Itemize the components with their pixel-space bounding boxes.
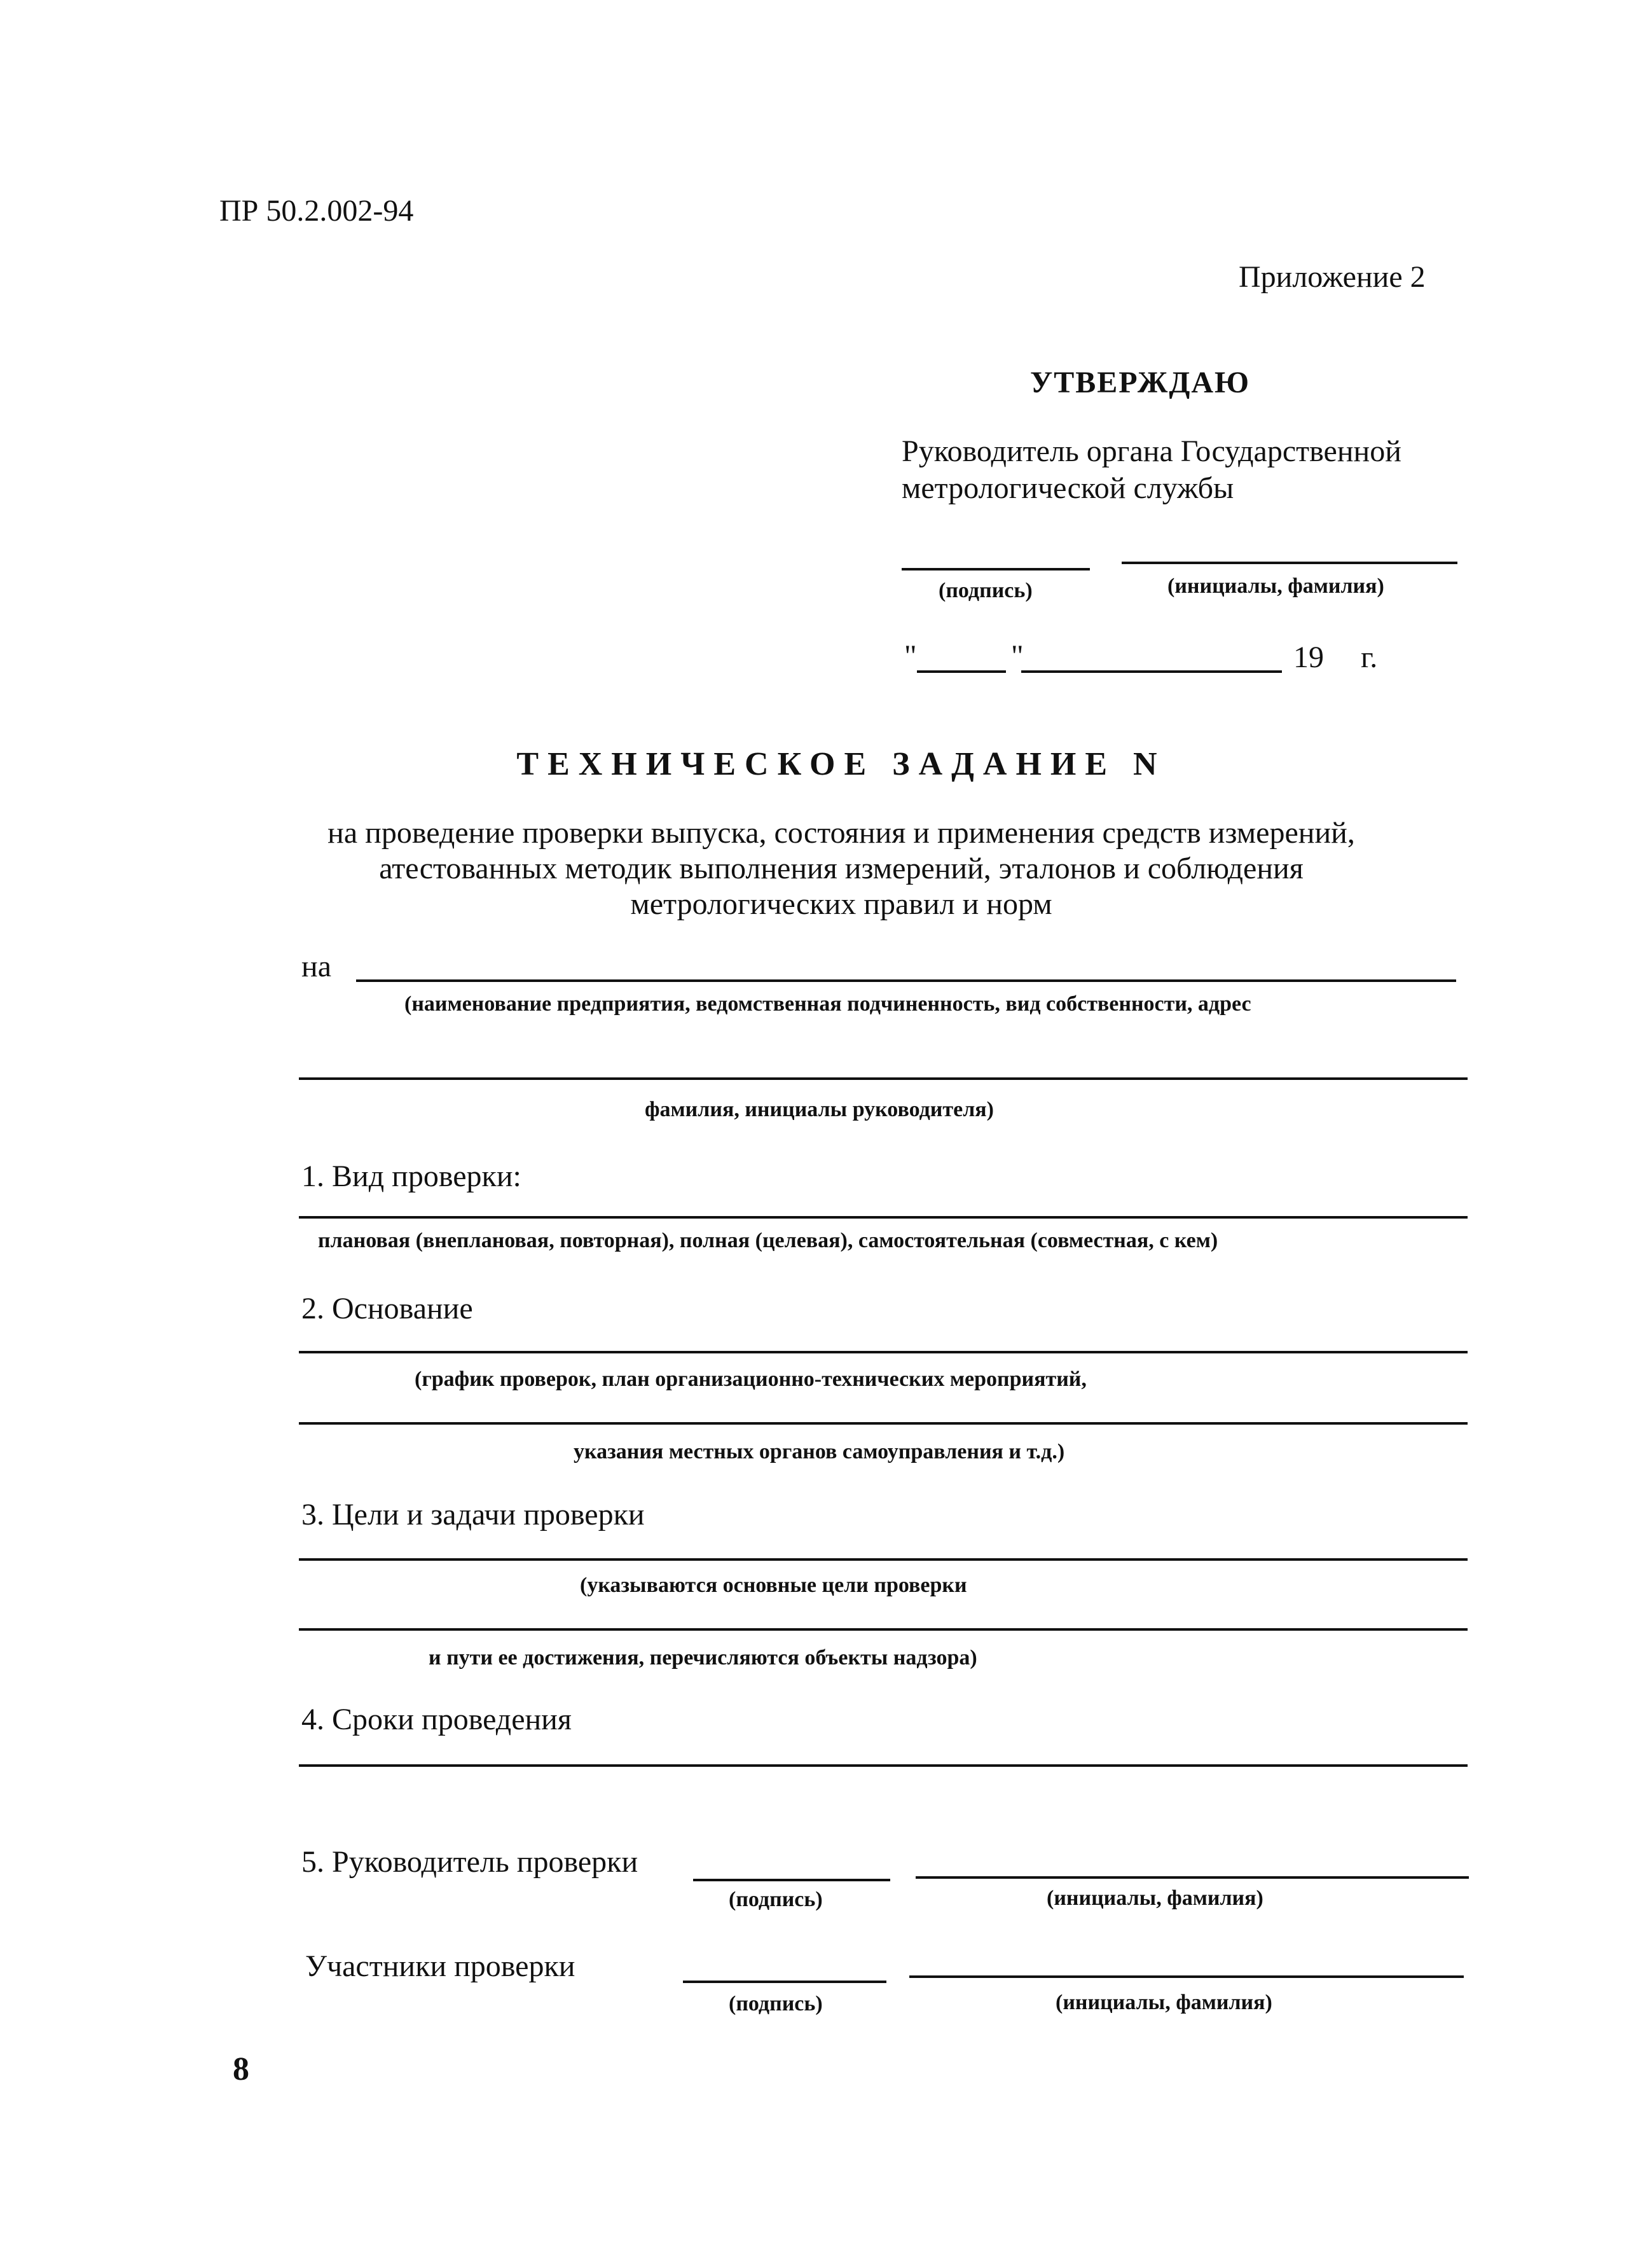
target-line-1 [356,979,1456,982]
approval-line-2: метрологической службы [902,471,1234,505]
title-subline-2: атестованных методик выполнения измерений, эталонов и соблюдения [379,852,1304,885]
approval-signature-caption: (подпись) [939,579,1033,602]
section-5-name-line [916,1876,1469,1879]
section-2-caption-2: указания местных органов самоуправления и т.д.) [574,1440,1065,1463]
section-5-signature-caption: (подпись) [729,1888,823,1911]
approval-name-line [1122,562,1457,564]
page-number: 8 [233,2051,249,2087]
appendix-label: Приложение 2 [1239,260,1426,294]
document-title: ТЕХНИЧЕСКОЕ ЗАДАНИЕ N [516,746,1166,782]
date-month-line [1021,670,1282,673]
section-2-line-2 [299,1422,1468,1425]
title-subline-3: метрологических правил и норм [630,887,1052,921]
date-open-quote: " [904,639,917,673]
approval-signature-line [902,568,1090,570]
participants-name-caption: (инициалы, фамилия) [1056,1991,1272,2014]
section-4-line [299,1764,1468,1767]
section-2-label: 2. Основание [301,1292,473,1325]
section-4-label: 4. Сроки проведения [301,1703,572,1736]
date-close-quote: " [1011,639,1024,673]
section-3-line-2 [299,1628,1468,1631]
approval-title: УТВЕРЖДАЮ [1030,366,1251,399]
section-2-line-1 [299,1351,1468,1353]
section-3-caption-2: и пути ее достижения, перечисляются объекты надзора) [429,1646,977,1670]
target-line-2 [299,1077,1468,1080]
date-year: 19 [1293,640,1324,674]
participants-label: Участники проверки [305,1949,575,1983]
section-2-caption-1: (график проверок, план организационно-технических мероприятий, [415,1367,1087,1391]
target-caption-1: (наименование предприятия, ведомственная подчиненность, вид собственности, адрес [404,992,1251,1016]
section-3-label: 3. Цели и задачи проверки [301,1498,645,1532]
approval-name-caption: (инициалы, фамилия) [1167,574,1384,598]
participants-signature-line [683,1981,886,1983]
section-1-label: 1. Вид проверки: [301,1159,521,1193]
date-day-line [917,670,1006,673]
title-subline-1: на проведение проверки выпуска, состояния и применения средств измерений, [327,816,1355,850]
approval-line-1: Руководитель органа Государственной [902,434,1401,468]
section-3-caption-1: (указываются основные цели проверки [580,1573,967,1597]
document-code: ПР 50.2.002-94 [219,194,414,228]
section-3-line-1 [299,1558,1468,1561]
participants-signature-caption: (подпись) [729,1992,823,2016]
target-prefix: на [301,950,331,983]
section-1-caption: плановая (внеплановая, повторная), полная (целевая), самостоятельная (совместная, с кем) [318,1229,1218,1252]
target-caption-2: фамилия, инициалы руководителя) [645,1098,994,1121]
participants-name-line [909,1975,1464,1978]
section-5-label: 5. Руководитель проверки [301,1845,638,1879]
section-5-name-caption: (инициалы, фамилия) [1047,1886,1263,1910]
date-year-suffix: г. [1361,640,1378,674]
section-1-line [299,1216,1468,1219]
section-5-signature-line [693,1879,890,1881]
